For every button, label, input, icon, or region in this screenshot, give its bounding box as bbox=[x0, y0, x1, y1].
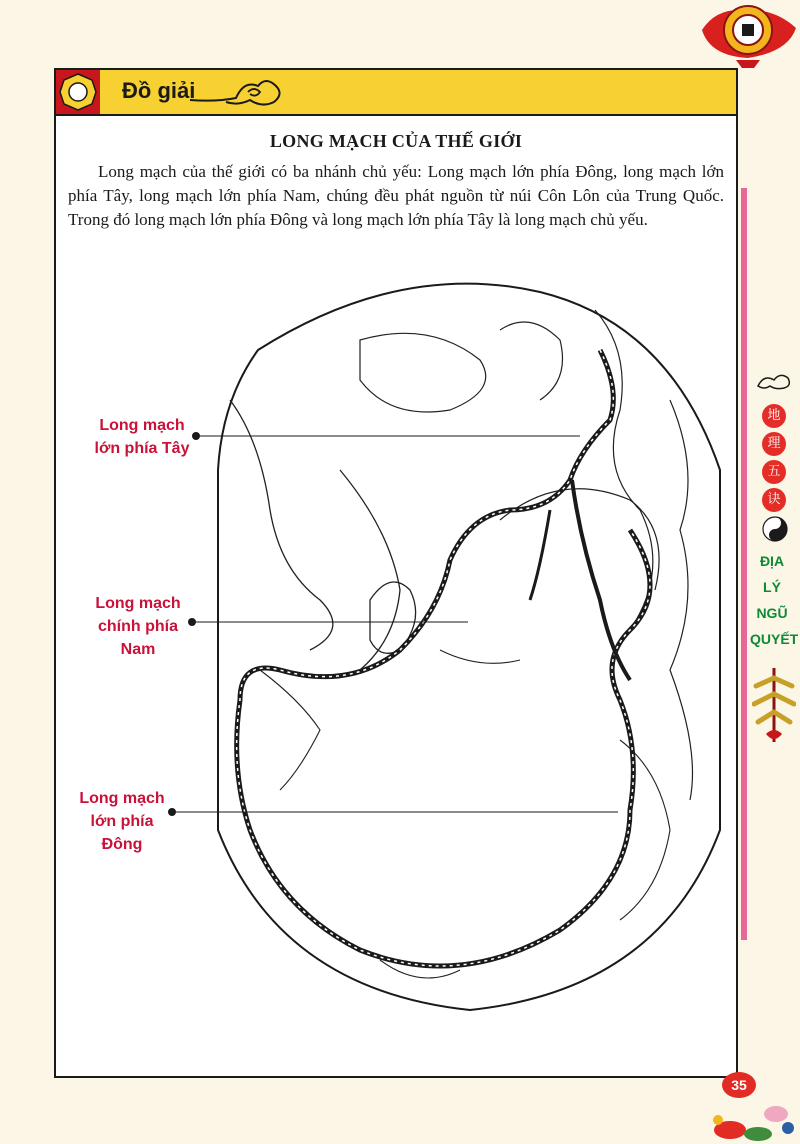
callout-south-line: Nam bbox=[120, 641, 156, 658]
callout-east bbox=[72, 787, 172, 856]
sidebar-title-line: NGŨ bbox=[756, 605, 788, 621]
callout-south bbox=[88, 592, 188, 661]
bottom-flower-ornament-icon bbox=[700, 1090, 800, 1144]
bagua-badge-icon bbox=[56, 70, 100, 114]
callout-east-line: Long mạch bbox=[79, 790, 165, 807]
plant-ornament-icon bbox=[752, 664, 796, 746]
callout-west-line: Long mạch bbox=[99, 417, 185, 434]
callout-south-line: Long mạch bbox=[95, 595, 181, 612]
sidebar-title-line: QUYẾT bbox=[750, 631, 799, 647]
sidebar-title-line: LÝ bbox=[763, 579, 781, 595]
yin-yang-icon bbox=[762, 516, 788, 542]
page-number: 35 bbox=[722, 1072, 756, 1098]
callout-south-line: chính phía bbox=[98, 618, 178, 635]
sidebar-title-line: ĐỊA bbox=[759, 553, 785, 569]
sidebar-title bbox=[750, 548, 799, 652]
section-title: LONG MẠCH CỦA THẾ GIỚI bbox=[269, 131, 523, 151]
callout-west-line: lớn phía Tây bbox=[94, 440, 190, 457]
sidebar-cn-char: 五 bbox=[762, 460, 786, 484]
sidebar-strip bbox=[741, 188, 747, 940]
intro-paragraph: Long mạch của thế giới có ba nhánh chủ yếu: Long mạch lớn phía Đông, long mạch lớn phía Tây, long mạch lớn phía Nam, chúng đều phát nguồn từ núi Côn Lôn của Trung Quốc. Trong đó long mạch lớn phía Đông và long mạch lớn phía Tây là long mạch chủ yếu. bbox=[68, 162, 724, 229]
bagua-ornament-icon bbox=[696, 0, 800, 70]
cloud-ornament-icon bbox=[186, 72, 286, 112]
sidebar-cn-char: 理 bbox=[762, 432, 786, 456]
sidebar-cn-char: 诀 bbox=[762, 488, 786, 512]
header-title: Đồ giải bbox=[122, 78, 196, 103]
callout-east-line: Đông bbox=[101, 836, 143, 853]
world-dragon-vein-map bbox=[200, 270, 740, 1020]
cloud-icon bbox=[756, 370, 792, 392]
callout-east-line: lớn phía bbox=[90, 813, 154, 830]
callout-west bbox=[92, 414, 192, 460]
sidebar-cn-char: 地 bbox=[762, 404, 786, 428]
